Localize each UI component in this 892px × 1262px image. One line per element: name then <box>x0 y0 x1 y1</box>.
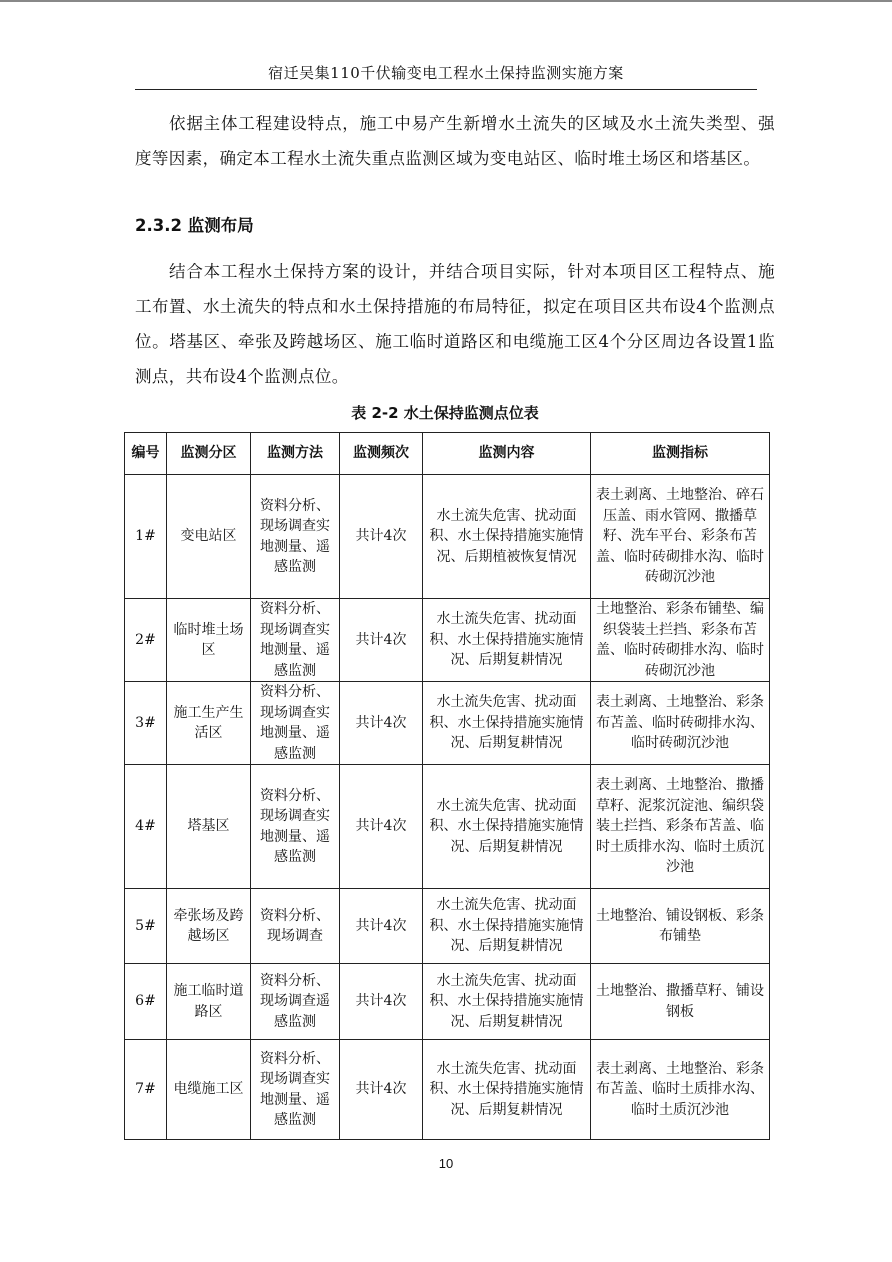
cell-indicator: 土地整治、铺设钢板、彩条布铺垫 <box>591 889 770 964</box>
cell-content: 水土流失危害、扰动面积、水土保持措施实施情况、后期复耕情况 <box>423 765 591 889</box>
cell-indicator: 土地整治、彩条布铺垫、编织袋装土拦挡、彩条布苫盖、临时砖砌排水沟、临时砖砌沉沙池 <box>591 599 770 682</box>
cell-zone: 塔基区 <box>167 765 251 889</box>
cell-no: 3# <box>125 682 167 765</box>
cell-frequency: 共计4次 <box>340 682 423 765</box>
cell-method: 资料分析、现场调查实地测量、遥感监测 <box>251 475 340 599</box>
header-indicator: 监测指标 <box>591 433 770 475</box>
cell-content: 水土流失危害、扰动面积、水土保持措施实施情况、后期复耕情况 <box>423 682 591 765</box>
page-top-border <box>0 0 892 2</box>
header-content: 监测内容 <box>423 433 591 475</box>
cell-zone: 电缆施工区 <box>167 1040 251 1140</box>
cell-method: 资料分析、现场调查遥感监测 <box>251 964 340 1040</box>
cell-frequency: 共计4次 <box>340 765 423 889</box>
cell-content: 水土流失危害、扰动面积、水土保持措施实施情况、后期复耕情况 <box>423 889 591 964</box>
cell-indicator: 表土剥离、土地整治、碎石压盖、雨水管网、撒播草籽、洗车平台、彩条布苫盖、临时砖砌排水沟、临时砖砌沉沙池 <box>591 475 770 599</box>
cell-content: 水土流失危害、扰动面积、水土保持措施实施情况、后期复耕情况 <box>423 1040 591 1140</box>
cell-zone: 施工临时道路区 <box>167 964 251 1040</box>
header-frequency: 监测频次 <box>340 433 423 475</box>
cell-frequency: 共计4次 <box>340 889 423 964</box>
cell-frequency: 共计4次 <box>340 964 423 1040</box>
table-row <box>125 964 770 1040</box>
header-method: 监测方法 <box>251 433 340 475</box>
section-heading: 2.3.2 监测布局 <box>135 216 254 235</box>
cell-method: 资料分析、现场调查实地测量、遥感监测 <box>251 599 340 682</box>
cell-indicator: 表土剥离、土地整治、撒播草籽、泥浆沉淀池、编织袋装土拦挡、彩条布苫盖、临时土质排水沟、临时土质沉沙池 <box>591 765 770 889</box>
cell-zone: 牵张场及跨越场区 <box>167 889 251 964</box>
table-row <box>125 475 770 599</box>
cell-content: 水土流失危害、扰动面积、水土保持措施实施情况、后期植被恢复情况 <box>423 475 591 599</box>
cell-no: 1# <box>125 475 167 599</box>
table-row <box>125 682 770 765</box>
header-no: 编号 <box>125 433 167 475</box>
cell-no: 6# <box>125 964 167 1040</box>
cell-frequency: 共计4次 <box>340 1040 423 1140</box>
cell-method: 资料分析、现场调查 <box>251 889 340 964</box>
cell-frequency: 共计4次 <box>340 599 423 682</box>
page-number: 10 <box>438 1156 454 1171</box>
table-row <box>125 765 770 889</box>
cell-method: 资料分析、现场调查实地测量、遥感监测 <box>251 682 340 765</box>
cell-zone: 变电站区 <box>167 475 251 599</box>
cell-indicator: 表土剥离、土地整治、彩条布苫盖、临时砖砌排水沟、临时砖砌沉沙池 <box>591 682 770 765</box>
cell-indicator: 表土剥离、土地整治、彩条布苫盖、临时土质排水沟、临时土质沉沙池 <box>591 1040 770 1140</box>
cell-no: 7# <box>125 1040 167 1140</box>
cell-content: 水土流失危害、扰动面积、水土保持措施实施情况、后期复耕情况 <box>423 599 591 682</box>
cell-no: 5# <box>125 889 167 964</box>
cell-method: 资料分析、现场调查实地测量、遥感监测 <box>251 1040 340 1140</box>
cell-no: 2# <box>125 599 167 682</box>
table-header-row <box>125 433 770 475</box>
header-zone: 监测分区 <box>167 433 251 475</box>
cell-zone: 临时堆土场区 <box>167 599 251 682</box>
table-row <box>125 599 770 682</box>
table-caption: 表 2-2 水土保持监测点位表 <box>351 404 539 422</box>
cell-frequency: 共计4次 <box>340 475 423 599</box>
cell-no: 4# <box>125 765 167 889</box>
cell-zone: 施工生产生活区 <box>167 682 251 765</box>
cell-indicator: 土地整治、撒播草籽、铺设钢板 <box>591 964 770 1040</box>
monitoring-points-table <box>124 432 770 1140</box>
table-row <box>125 889 770 964</box>
paragraph-monitoring-areas: 依据主体工程建设特点，施工中易产生新增水土流失的区域及水土流失类型、强度等因素，确定本工程水土流失重点监测区域为变电站区、临时堆土场区和塔基区。 <box>135 114 775 168</box>
page-header-title: 宿迁吴集110千伏输变电工程水土保持监测实施方案 <box>135 62 757 90</box>
cell-content: 水土流失危害、扰动面积、水土保持措施实施情况、后期复耕情况 <box>423 964 591 1040</box>
paragraph-monitoring-layout: 结合本工程水土保持方案的设计，并结合项目实际，针对本项目区工程特点、施工布置、水土流失的特点和水土保持措施的布局特征，拟定在项目区共布设4个监测点位。塔基区、牵张及跨越场区、施工临时道路区和电缆施工区4个分区周边各设置1监测点，共布设4个监测点位。 <box>135 262 775 386</box>
table-row <box>125 1040 770 1140</box>
cell-method: 资料分析、现场调查实地测量、遥感监测 <box>251 765 340 889</box>
